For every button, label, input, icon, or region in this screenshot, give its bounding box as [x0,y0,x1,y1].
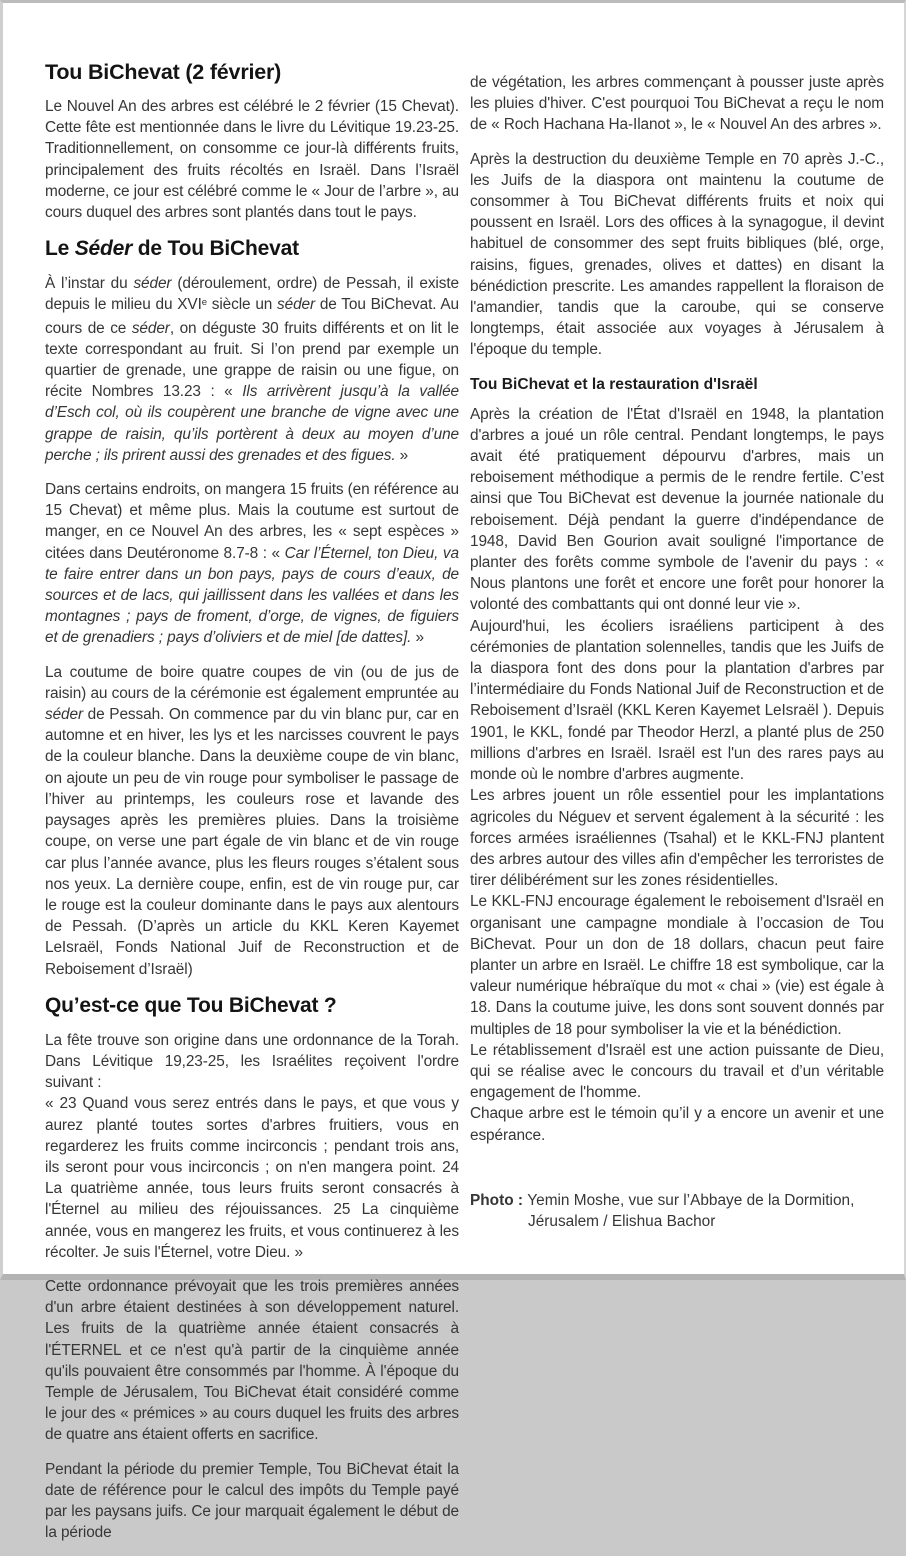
text-run: Le rétablissement d'Israël est une action puissante de Dieu, qui se réalise avec le concours du travail et d’un véritable engagement de l'homme. [470,1041,884,1102]
sept-especes-paragraph [45,479,459,649]
text-run: Le [45,237,75,261]
section-title-restauration [470,374,884,395]
text-run: La fête trouve son origine dans une ordonnance de la Torah. Dans Lévitique 19,23-25, les Israélites reçoivent l'ordre suivant : [45,1031,459,1092]
text-run: de Tou BiChevat. Au cours de ce [45,296,460,337]
text-run: Le Nouvel An des arbres est célébré le 2 février (15 Chevat). Cette fête est mentionnée dans le livre du Lévitique 19.23-25. Traditionnellement, on consomme ce jour-là différents fruits, principalement des fruits récoltés en Israël. Dans l’Israël moderne, ce jour est célébré comme le « Jour de l’arbre », au cours duquel des arbres sont plantés dans tout le pays. [45,98,459,222]
text-run: À l’instar du [45,275,134,293]
text-run: e [201,297,207,309]
text-run: de végétation, les arbres commençant à pousser juste après les pluies d'hiver. C'est pourquoi Tou BiChevat a reçu le nom de « Roch Hachana Ha-Ilanot », le « Nouvel An des arbres ». [470,74,884,134]
ecoliers-paragraph [470,616,884,786]
italic-text-run: Car l’Éternel, ton Dieu, va te faire entrer dans un bon pays, pays de cours d’eaux, de sources et de lacs, qui jaillissent dans les vallées et dans les montagnes ; pays de froment, d’orge, de vignes, de figuiers et de grenadiers ; pays d’oliviers et de miel [de dattes]. [45,544,459,647]
neguev-paragraph [470,785,884,891]
seder-paragraph [45,273,459,466]
text-run: Après la destruction du deuxième Temple en 70 après J.-C., les Juifs de la diaspora ont maintenu la coutume de consommer à Tou BiChevat différents fruits et noix qui poussent en Israël. Lors des offices à la synagogue, il devint habituel de consommer des sept fruits bibliques (blé, orge, raisins, figues, grenades, olives et dattes) en disant la bénédiction prescrite. Les amandes rappellent la floraison de l'amandier, tandis que la caroube, qui se conserve longtemps, était associée aux voyages à Jérusalem à l'époque du temple. [470,150,884,359]
two-column-layout [3,3,904,1556]
italic-text-run: séder [131,319,170,337]
italic-text-run: séder [45,706,83,724]
premier-temple-paragraph [45,1459,459,1544]
text-run: (déroulement, ordre) de Pessah, il existe depuis le milieu du XVI [45,275,459,314]
retablissement-paragraph [470,1040,884,1104]
text-run: Yemin Moshe, vue sur l’Abbaye de la Dormition, Jérusalem / Elishua Bachor [527,1191,855,1230]
text-run: La coutume de boire quatre coupes de vin (ou de jus de raisin) au cours de la cérémonie est également empruntée au [45,663,459,702]
bold-text-run: Photo : [470,1191,528,1209]
italic-text-run: Ils arrivèrent jusqu’à la vallée d’Esch col, où ils coupèrent une branche de vigne avec une grappe de raisin, qu’ils portèrent à deux au moyen d’une perche ; ils prirent aussi des grenades et des figues. [45,383,459,464]
text-run: Aujourd'hui, les écoliers israéliens participent à des cérémonies de plantation solennelles, tandis que les Juifs de la diaspora font des dons pour la plantation d'arbres par l’intermédiaire du Fonds National Juif de Reconstruction et de Reboisement d’Israël (KKL Keren Kayemet LeIsraël ). Depuis 1901, le KKL, fondé par Theodor Herzl, a planté plus de 250 millions d'arbres en Israël. Israël est l'un des rares pays au monde où le nombre d'arbres augmente. [470,617,884,784]
text-run: , on déguste 30 fruits différents et on lit le texte correspondant au fruit. Si l’on prend par exemple un quartier de grenade, une grappe de raisin ou une figue, on récite Nombres 13.23 : « [45,319,459,401]
intro-paragraph [45,96,459,223]
bold-text-run: Tou BiChevat [45,60,180,84]
text-run: Qu’est-ce que Tou BiChevat ? [45,993,337,1017]
left-column [45,59,459,1556]
kkl-fnj-paragraph [470,891,884,1039]
photo-credit [470,1190,884,1232]
page-title [45,59,459,85]
text-run: de Pessah. On commence par du vin blanc pur, car en automne et en hiver, les lys et les narcisses couvrent le pays de la couleur blanche. Dans la deuxième coupe de vin blanc, on ajoute un peu de vin rouge pour symboliser le passage de l’hiver au printemps, les couleurs rose et lavande des paysages après les premières pluies. Dans la troisième coupe, on verse une part égale de vin blanc et de vin rouge car plus l’année avance, plus les fleurs rouges s’étalent sous nos yeux. La dernière coupe, enfin, est de vin rouge pur, car le rouge est la couleur dominante dans le pays aux alentours de Pessah. (D’après un article du KKL Keren Kayemet LeIsraël, Fonds National Juif de Reconstruction et de Reboisement d’Israël) [45,706,459,978]
italic-text-run: séder [133,275,172,293]
right-column [470,59,884,1556]
italic-text-run: Séder [74,237,133,261]
trois-annees-paragraph [45,1276,459,1446]
section-title-seder [45,236,459,262]
italic-text-run: séder [277,296,316,314]
text-run: « 23 Quand vous serez entrés dans le pays, et que vous y aurez planté toutes sortes d'arbres fruitiers, vous en regarderez les fruits comme incirconcis ; pendant trois ans, ils seront pour vous incirconcis ; on n'en mangera point. 24 La quatrième année, tous leurs fruits seront consacrés à l'Éternel au milieu des réjouissances. 25 La cinquième année, vous en mangerez les fruits, et vous continuerez à les récolter. Je suis l'Éternel, votre Dieu. » [45,1095,459,1261]
quatre-coupes-paragraph [45,662,459,980]
creation-etat-paragraph [470,404,884,616]
text-run: Pendant la période du premier Temple, Tou BiChevat était la date de référence pour le calcul des impôts du Temple payé par les paysans juifs. Ce jour marquait également le début de la période [45,1460,459,1542]
text-run: Chaque arbre est le témoin qu’il y a encore un avenir et une espérance. [470,1105,884,1144]
text-run: » [395,446,409,464]
vegetation-paragraph [470,72,884,136]
text-run: Le KKL-FNJ encourage également le reboisement d'Israël en organisant une campagne mondiale à l’occasion de Tou BiChevat. Pour un don de 18 dollars, chacun peut faire planter un arbre en Israël. Le chiffre 18 est symbolique, car la valeur numérique hébraïque du mot « chai » (vie) est égale à 18. Dans la coutume juive, les dons sont souvent donnés par multiples de 18 pour symboliser la vie et la bénédiction. [470,893,884,1038]
text-run: de Tou BiChevat [132,237,299,261]
text-run: (2 février) [179,60,282,84]
text-run: Tou BiChevat et la restauration d'Israël [470,375,758,393]
section-title-quest-ce [45,993,459,1019]
text-run: Après la création de l'État d'Israël en 1948, la plantation d'arbres a joué un rôle central. Pendant longtemps, le pays avait été pratiquement dépourvu d'arbres, mais un reboisement méthodique a permis de le rendre fertile. C’est ainsi que Tou BiChevat est devenue la journée nationale du reboisement. Déjà pendant la guerre d'indépendance de 1948, David Ben Gourion avait souligné l'importance de planter des forêts comme symbole de l'avenir du pays : « Nous plantons une forêt et encore une forêt pour honorer la volonté des combattants qui ont donné leur vie ». [470,405,884,614]
text-run: siècle un [206,296,278,314]
text-run: Dans certains endroits, on mangera 15 fruits (en référence au 15 Chevat) et même plus. Mais la coutume est surtout de manger, en ce Nouvel An des arbres, les « sept espèces » citées dans Deutéronome 8.7-8 : « [45,481,459,562]
chaque-arbre-paragraph [470,1103,884,1145]
text-run: Les arbres jouent un rôle essentiel pour les implantations agricoles du Néguev et servent également à la sécurité : les forces armées israéliennes (Tsahal) et le KKL-FNJ plantent des arbres autour des villes afin d'empêcher les terroristes de tirer délibérément sur les zones résidentielles. [470,787,884,890]
text-run: » [411,629,424,647]
deuxieme-temple-paragraph [470,149,884,361]
text-run: Cette ordonnance prévoyait que les trois premières années d'un arbre étaient destinées à son développement naturel. Les fruits de la quatrième année étaient consacrés à l'ÉTERNEL et ce n'est qu'à partir de la cinquième année qu'ils pouvaient être consommés par l'homme. À l'époque du Temple de Jérusalem, Tou BiChevat était considéré comme le jour des « prémices » au cours duquel les fruits des arbres de quatre ans étaient offerts en sacrifice. [45,1277,459,1444]
torah-ordonnance-paragraph [45,1030,459,1263]
